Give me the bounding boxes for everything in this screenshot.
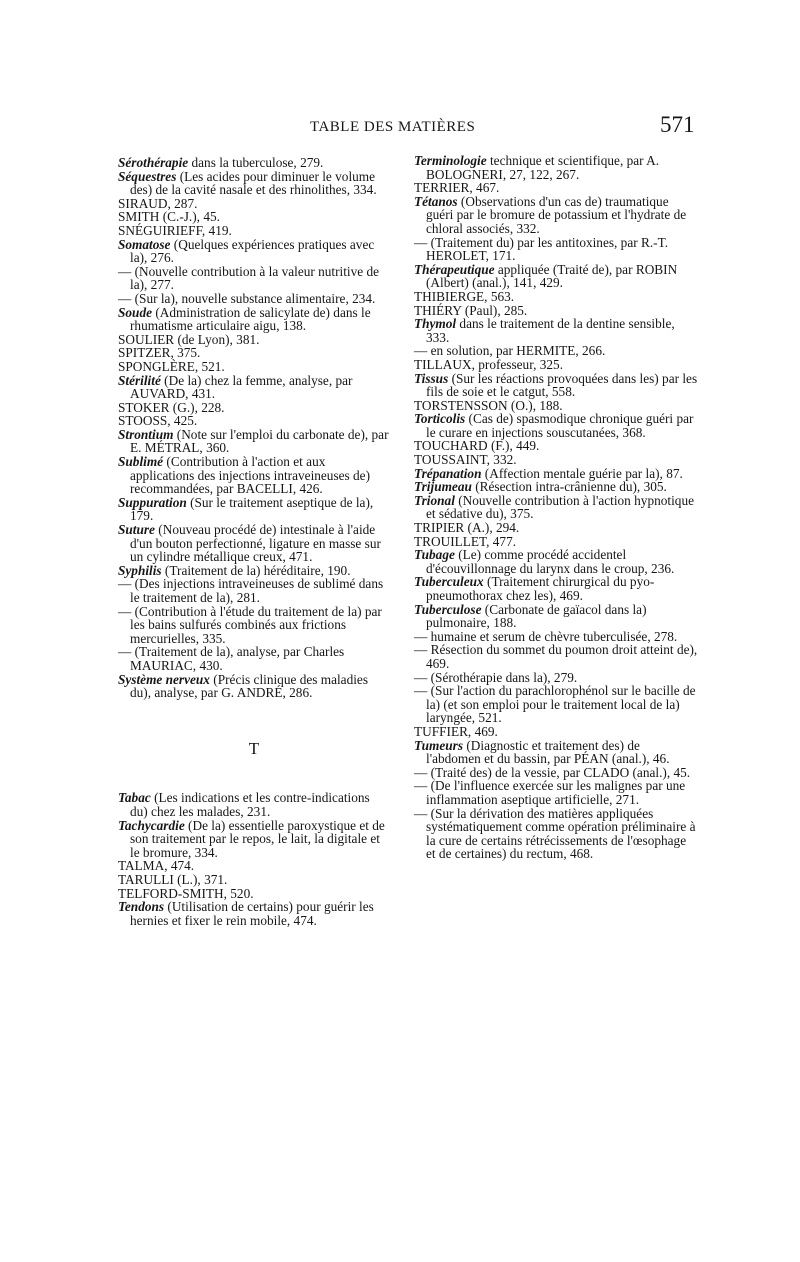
entry-headword: Stérilité — [118, 372, 161, 388]
index-entries-t-continued — [414, 154, 698, 861]
entry-text: (Cas de) spasmodique chronique guéri par le curare en injections souscutanées, 368. — [426, 411, 694, 440]
entry-text: SPITZER, 375. — [118, 345, 201, 361]
entry-text: (Traitement de la) héréditaire, 190. — [161, 562, 351, 578]
entry-headword: Somatose — [118, 236, 171, 252]
index-entry — [118, 564, 390, 578]
entry-headword: Tumeurs — [414, 737, 464, 753]
index-entry — [414, 725, 698, 739]
entry-text: — (Nouvelle contribution à la valeur nutritive de la), 277. — [118, 263, 380, 293]
index-entry — [118, 333, 390, 347]
index-entry — [414, 603, 698, 630]
entry-headword: Système nerveux — [118, 671, 210, 687]
index-entry — [118, 496, 390, 523]
index-entry — [118, 819, 390, 860]
index-entry — [118, 873, 390, 887]
index-entry — [118, 455, 390, 496]
entry-headword: Tubage — [414, 547, 455, 563]
index-entry — [414, 671, 698, 685]
index-entry — [414, 643, 698, 670]
index-entry — [118, 292, 390, 306]
index-entry — [414, 575, 698, 602]
index-entry — [414, 154, 698, 181]
index-entry — [414, 412, 698, 439]
entry-text: SPONGLÈRE, 521. — [118, 358, 225, 374]
entry-text: SOULIER (de Lyon), 381. — [118, 331, 260, 347]
index-entry — [414, 399, 698, 413]
entry-text: — Résection du sommet du poumon droit atteint de), 469. — [414, 642, 698, 671]
entry-headword: Trional — [414, 492, 455, 508]
entry-text: TARULLI (L.), 371. — [118, 871, 228, 887]
entry-headword: Tachycardie — [118, 817, 185, 833]
entry-text: dans la tuberculose, 279. — [188, 155, 324, 170]
index-entry — [414, 290, 698, 304]
entry-text: — humaine et serum de chèvre tuberculisée, 278. — [414, 628, 678, 644]
index-entry — [414, 494, 698, 521]
index-entry — [414, 344, 698, 358]
entry-text: TOUSSAINT, 332. — [414, 452, 517, 468]
entry-text: SMITH (C.-J.), 45. — [118, 209, 220, 225]
entry-text: — (De l'influence exercée sur les malignes par une inflammation aseptique artificielle, 271. — [414, 778, 686, 807]
index-entry — [414, 521, 698, 535]
entry-text: (Les indications et les contre-indications du) chez les malades, 231. — [130, 790, 370, 819]
entry-text: (Carbonate de gaïacol dans la) pulmonaire, 188. — [426, 601, 647, 631]
entry-text: (Affection mentale guérie par la), 87. — [481, 465, 683, 481]
index-entry — [118, 197, 390, 211]
index-entry — [118, 791, 390, 818]
entry-text: — (Traitement du) par les antitoxines, par R.-T. HEROLET, 171. — [414, 234, 669, 264]
entry-text: STOKER (G.), 228. — [118, 399, 225, 415]
entry-text: (Traitement chirurgical du pyo-pneumothorax chez les), 469. — [426, 574, 655, 603]
index-entry — [118, 414, 390, 428]
index-entry — [414, 807, 698, 861]
entry-headword: Tissus — [414, 370, 449, 386]
index-entry — [414, 439, 698, 453]
entry-text: TELFORD-SMITH, 520. — [118, 885, 254, 901]
entry-headword: Sublimé — [118, 454, 164, 470]
entry-text: (Administration de salicylate de) dans le rhumatisme articulaire aigu, 138. — [130, 304, 371, 334]
entry-headword: Syphilis — [118, 562, 162, 578]
entry-headword: Thymol — [414, 316, 457, 332]
entry-text: (Diagnostic et traitement des) de l'abdomen et du bassin, par PÉAN (anal.), 46. — [426, 737, 670, 767]
entry-text: TROUILLET, 477. — [414, 533, 517, 549]
entry-headword: Strontium — [118, 426, 174, 442]
index-entry — [118, 265, 390, 292]
entry-text: — en solution, par HERMITE, 266. — [414, 343, 606, 359]
entry-text: (Contribution à l'action et aux applications des injections intraveineuses de) recommandées, par BACELLI, 426. — [130, 454, 371, 497]
entry-headword: Trépanation — [414, 465, 482, 481]
entry-text: (Observations d'un cas de) traumatique guéri par le bromure de potassium et l'hydrate de chloral associés, 332. — [426, 193, 687, 236]
index-entry — [414, 684, 698, 725]
index-entry — [414, 535, 698, 549]
index-entry — [414, 548, 698, 575]
entry-text: — (Sérothérapie dans la), 279. — [414, 669, 578, 685]
index-entry — [118, 306, 390, 333]
index-entry — [414, 779, 698, 806]
entry-text: TRIPIER (A.), 294. — [414, 520, 520, 536]
entry-text: TUFFIER, 469. — [414, 723, 498, 739]
entry-text: (Le) comme procédé accidentel d'écouvillonnage du larynx dans le croup, 236. — [426, 547, 675, 576]
index-entry — [414, 236, 698, 263]
entry-text: TERRIER, 467. — [414, 180, 500, 196]
index-entry — [414, 358, 698, 372]
index-entry — [118, 156, 390, 170]
entry-headword: Torticolis — [414, 411, 466, 427]
entry-headword: Tuberculose — [414, 601, 482, 617]
entry-text: appliquée (Traité de), par ROBIN (Albert) (anal.), 141, 429. — [426, 261, 678, 291]
entry-headword: Tendons — [118, 899, 165, 915]
index-entry — [414, 480, 698, 494]
entry-text: — (Traité des) de la vessie, par CLADO (anal.), 45. — [414, 764, 691, 780]
entry-text: (Sur le traitement aseptique de la), 179. — [130, 494, 374, 524]
index-entry — [414, 263, 698, 290]
index-entry — [118, 224, 390, 238]
index-entry — [118, 673, 390, 700]
entry-text: SIRAUD, 287. — [118, 195, 198, 211]
index-entry — [414, 181, 698, 195]
entry-text: (Quelques expériences pratiques avec la), 276. — [130, 236, 375, 266]
index-entry — [118, 859, 390, 873]
index-entry — [414, 453, 698, 467]
index-entry — [414, 304, 698, 318]
index-entry — [118, 900, 390, 927]
entry-text: dans le traitement de la dentine sensible, 333. — [426, 316, 675, 345]
entry-text: (Utilisation de certains) pour guérir les hernies et fixer le rein mobile, 474. — [130, 899, 374, 928]
running-header: TABLE DES MATIÈRES — [310, 119, 476, 135]
right-column — [414, 154, 698, 861]
entry-text: — (Contribution à l'étude du traitement de la) par les bains sulfurés combinés aux frictions mercurielles, 335. — [118, 603, 382, 646]
index-entry — [118, 238, 390, 265]
entry-headword: Suppuration — [118, 494, 187, 510]
entry-text: (Résection intra-crânienne du), 305. — [471, 479, 667, 495]
entry-headword: Tuberculeux — [414, 574, 484, 590]
entry-text: TOUCHARD (F.), 449. — [414, 438, 540, 454]
letter-heading: T — [248, 738, 260, 758]
entry-text: TORSTENSSON (O.), 188. — [414, 397, 563, 413]
entry-headword: Tétanos — [414, 193, 458, 209]
entry-text: (Sur les réactions provoquées dans les) par les fils de soie et le catgut, 558. — [426, 370, 698, 400]
page-number: 571 — [660, 112, 695, 137]
entry-text: THIBIERGE, 563. — [414, 288, 515, 304]
entry-text: — (Sur l'action du parachlorophénol sur le bacille de la) (et son emploi pour le traitement local de la) laryngée, 521. — [414, 683, 696, 726]
index-entry — [118, 887, 390, 901]
entry-text: THIÉRY (Paul), 285. — [414, 302, 528, 318]
entry-text: (Note sur l'emploi du carbonate de), par E. MÉTRAL, 360. — [130, 426, 389, 456]
entry-headword: Soude — [118, 304, 152, 320]
entry-headword: Trijumeau — [414, 479, 472, 495]
index-entry — [118, 401, 390, 415]
entry-text: — (Traitement de la), analyse, par Charles MAURIAC, 430. — [118, 644, 345, 673]
index-entry — [118, 645, 390, 672]
index-entry — [118, 577, 390, 604]
entry-headword: Suture — [118, 522, 155, 538]
entry-headword: Tabac — [118, 790, 151, 806]
index-entry — [118, 360, 390, 374]
index-entry — [414, 739, 698, 766]
entry-text: (Nouvelle contribution à l'action hypnotique et sédative du), 375. — [426, 492, 694, 522]
index-entry — [118, 374, 390, 401]
entry-text: (Les acides pour diminuer le volume des) de la cavité nasale et des rhinolithes, 334. — [130, 168, 377, 198]
entry-text: TALMA, 474. — [118, 858, 195, 874]
entry-text: (Nouveau procédé de) intestinale à l'aide d'un bouton perfectionné, ligature en masse sur un cylindre métallique creux, 471. — [130, 522, 381, 565]
entry-text: (De la) chez la femme, analyse, par AUVARD, 431. — [130, 372, 353, 402]
entry-text: — (Sur la dérivation des matières appliquées systématiquement comme opération préliminaire à la cure de certains rétrécissements de l'œsophage et de certaines) du rectum, 468. — [414, 805, 696, 862]
index-entry — [118, 210, 390, 224]
index-entry — [414, 630, 698, 644]
index-entry — [414, 766, 698, 780]
index-entries-s — [118, 156, 390, 700]
entry-text: technique et scientifique, par A. BOLOGNERI, 27, 122, 267. — [426, 153, 660, 182]
index-entry — [118, 523, 390, 564]
index-entry — [414, 372, 698, 399]
index-entry — [118, 170, 390, 197]
entry-text: SNÉGUIRIEFF, 419. — [118, 222, 232, 238]
index-entries-t — [118, 791, 390, 927]
entry-text: — (Sur la), nouvelle substance alimentaire, 234. — [118, 290, 376, 306]
entry-text: TILLAUX, professeur, 325. — [414, 356, 564, 372]
left-column — [118, 156, 390, 927]
entry-headword: Terminologie — [414, 153, 487, 168]
entry-text: STOOSS, 425. — [118, 413, 198, 429]
index-entry — [414, 317, 698, 344]
index-entry — [118, 346, 390, 360]
index-entry — [118, 605, 390, 646]
entry-text: (Précis clinique des maladies du), analyse, par G. ANDRÉ, 286. — [130, 671, 369, 701]
entry-headword: Thérapeutique — [414, 261, 495, 277]
index-entry — [414, 195, 698, 236]
entry-text: — (Des injections intraveineuses de sublimé dans le traitement de la), 281. — [118, 576, 384, 605]
entry-headword: Séquestres — [118, 168, 177, 184]
entry-text: (De la) essentielle paroxystique et de son traitement par le repos, le lait, la digitale et le bromure, 334. — [130, 817, 385, 860]
index-entry — [414, 467, 698, 481]
entry-headword: Sérothérapie — [118, 155, 189, 170]
index-entry — [118, 428, 390, 455]
